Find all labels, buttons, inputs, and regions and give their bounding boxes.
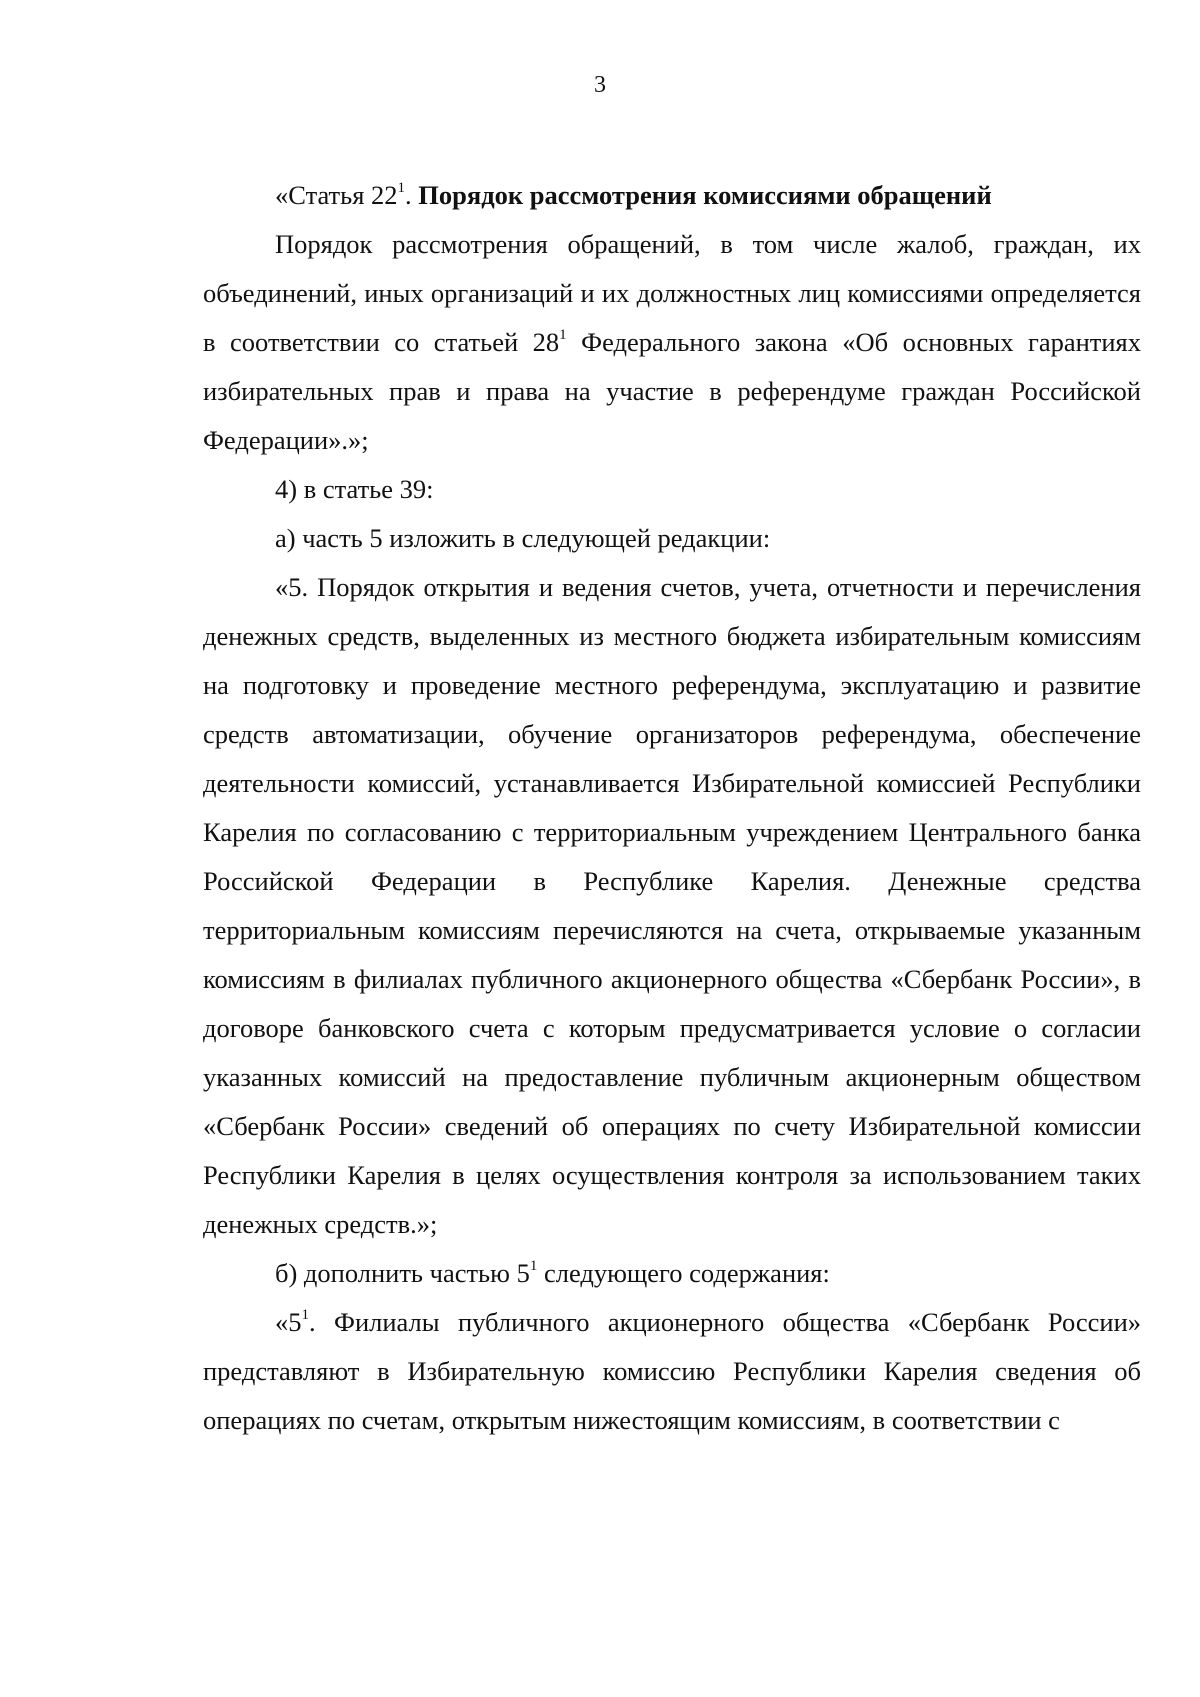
paragraph-item-b-text-b: следующего содержания: (537, 1258, 830, 1288)
paragraph-part-5-1-text-a: «5 (275, 1307, 302, 1337)
paragraph-part-5: «5. Порядок открытия и ведения счетов, учета, отчетности и перечисления денежных средств, выделенных из местного бюджета избирательным комиссиям на подготовку и проведение местного референдума, эксплуатацию и развитие средств автоматизации, обучение организаторов референдума, обеспечение деятельности комиссий, устанавливается Избирательной комиссией Республики Карелия по согласованию с территориальным учреждением Центрального банка Российской Федерации в Республике Карелия. Денежные средства территориальным комиссиям перечисляются на счета, открываемые указанным комиссиям в филиалах публичного акционерного общества «Сбербанк России», в договоре банковского счета с которым предусматривается условие о согласии указанных комиссий на предоставление публичным акционерным обществом «Сбербанк России» сведений об операциях по счету Избирательной комиссии Республики Карелия в целях осуществления контроля за использованием таких денежных средств.»; (203, 572, 1141, 1239)
article-heading-dot: . (405, 180, 419, 210)
paragraph-part-5-1 (203, 1298, 1141, 1445)
paragraph-procedure (203, 220, 1141, 465)
paragraph-procedure-text-a: Порядок рассмотрения обращений, в том числе жалоб, граждан, их объединений, иных организаций и их должностных лиц комиссиями определяется в соответствии со статьей 28 (203, 229, 1141, 357)
document-body (203, 171, 1141, 1445)
paragraph-procedure-text-b: Федерального закона «Об основных гарантиях избирательных прав и права на участие в референдуме граждан Российской Федерации».»; (203, 327, 1141, 455)
paragraph-item-b-text-a: б) дополнить частью 5 (275, 1258, 530, 1288)
page-number: 3 (594, 72, 606, 98)
article-heading-prefix: «Статья 22 (275, 180, 398, 210)
article-heading (203, 171, 1141, 220)
paragraph-item-b (203, 1249, 1141, 1298)
paragraph-part-5-1-text-b: . Филиалы публичного акционерного общества «Сбербанк России» представляют в Избирательную комиссию Республики Карелия сведения об операциях по счетам, открытым нижестоящим комиссиям, в соответствии с (203, 1307, 1141, 1435)
article-heading-title: Порядок рассмотрения комиссиями обращений (418, 180, 992, 210)
paragraph-part-5-1-sup: 1 (301, 1307, 309, 1324)
paragraph-item-4: 4) в статье 39: (275, 474, 434, 504)
paragraph-procedure-sup: 1 (559, 327, 567, 344)
paragraph-item-a: а) часть 5 изложить в следующей редакции: (275, 523, 771, 553)
article-heading-sup: 1 (397, 180, 406, 197)
paragraph-item-b-sup: 1 (529, 1258, 538, 1275)
